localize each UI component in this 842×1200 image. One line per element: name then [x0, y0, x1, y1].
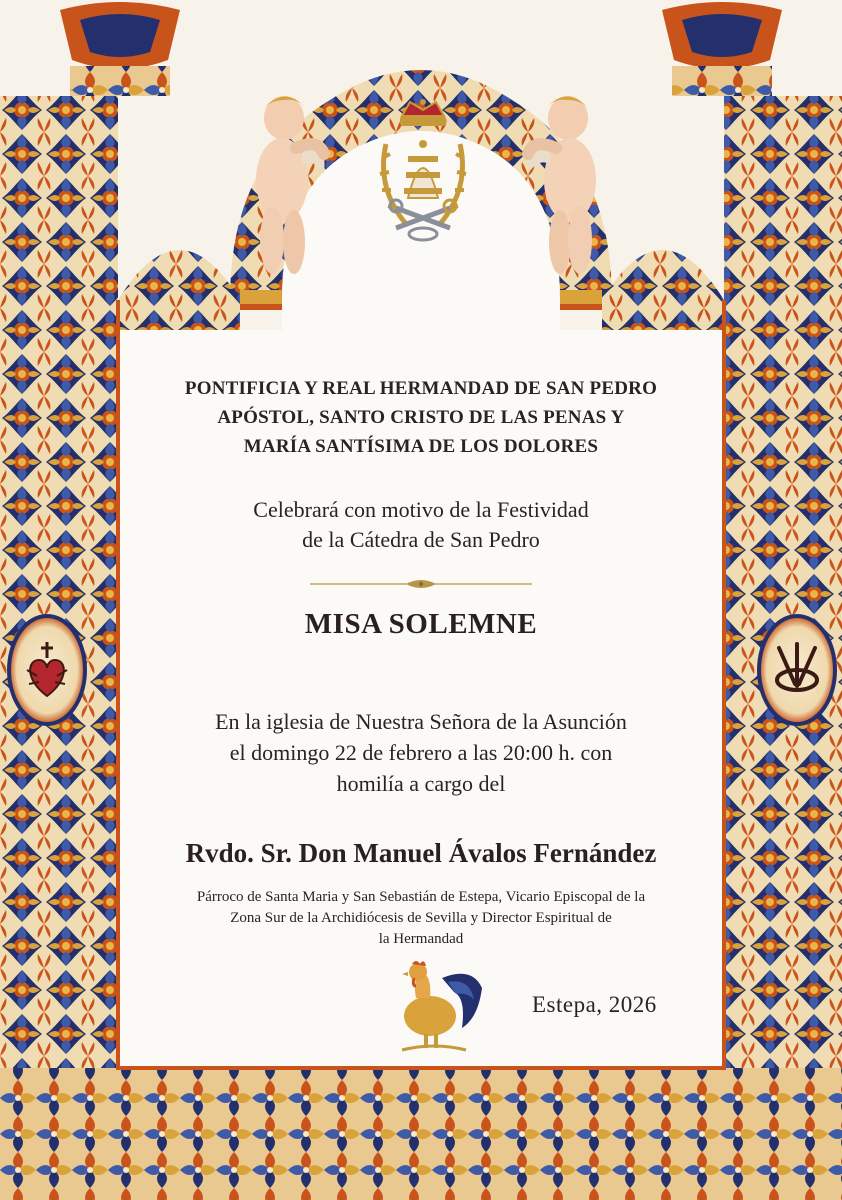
celebration-text — [0, 495, 842, 555]
place-year: Estepa, 2026 — [532, 992, 657, 1017]
cherub-left-icon — [232, 88, 332, 284]
brotherhood-name — [0, 374, 842, 461]
location-line-1: En la iglesia de Nuestra Señora de la Asunción — [215, 709, 627, 734]
preacher-name: Rvdo. Sr. Don Manuel Ávalos Fernández — [185, 838, 657, 868]
location-line-3: homilía a cargo del — [336, 771, 506, 796]
preacher-office — [0, 887, 842, 950]
celebration-line-1: Celebrará con motivo de la Festividad — [253, 497, 589, 522]
brotherhood-crest-icon — [366, 98, 480, 244]
office-line-3: la Hermandad — [378, 931, 464, 947]
divider-ornament-icon — [310, 578, 532, 590]
celebration-line-2: de la Cátedra de San Pedro — [302, 527, 540, 552]
location-line-2: el domingo 22 de febrero a las 20:00 h. con — [229, 740, 613, 765]
brotherhood-line-3: MARÍA SANTÍSIMA DE LOS DOLORES — [243, 436, 599, 457]
brotherhood-line-1: PONTIFICIA Y REAL HERMANDAD DE SAN PEDRO — [184, 378, 658, 399]
rooster-icon — [382, 958, 486, 1054]
brotherhood-line-2: APÓSTOL, SANTO CRISTO DE LAS PENAS Y — [217, 407, 625, 428]
location-text — [0, 706, 842, 799]
office-line-2: Zona Sur de la Archidiócesis de Sevilla y Director Espiritual de — [230, 910, 612, 926]
office-line-1: Párroco de Santa Maria y San Sebastián de Estepa, Vicario Episcopal de la — [196, 889, 646, 905]
event-title: MISA SOLEMNE — [304, 608, 538, 640]
cherub-right-icon — [520, 88, 620, 284]
